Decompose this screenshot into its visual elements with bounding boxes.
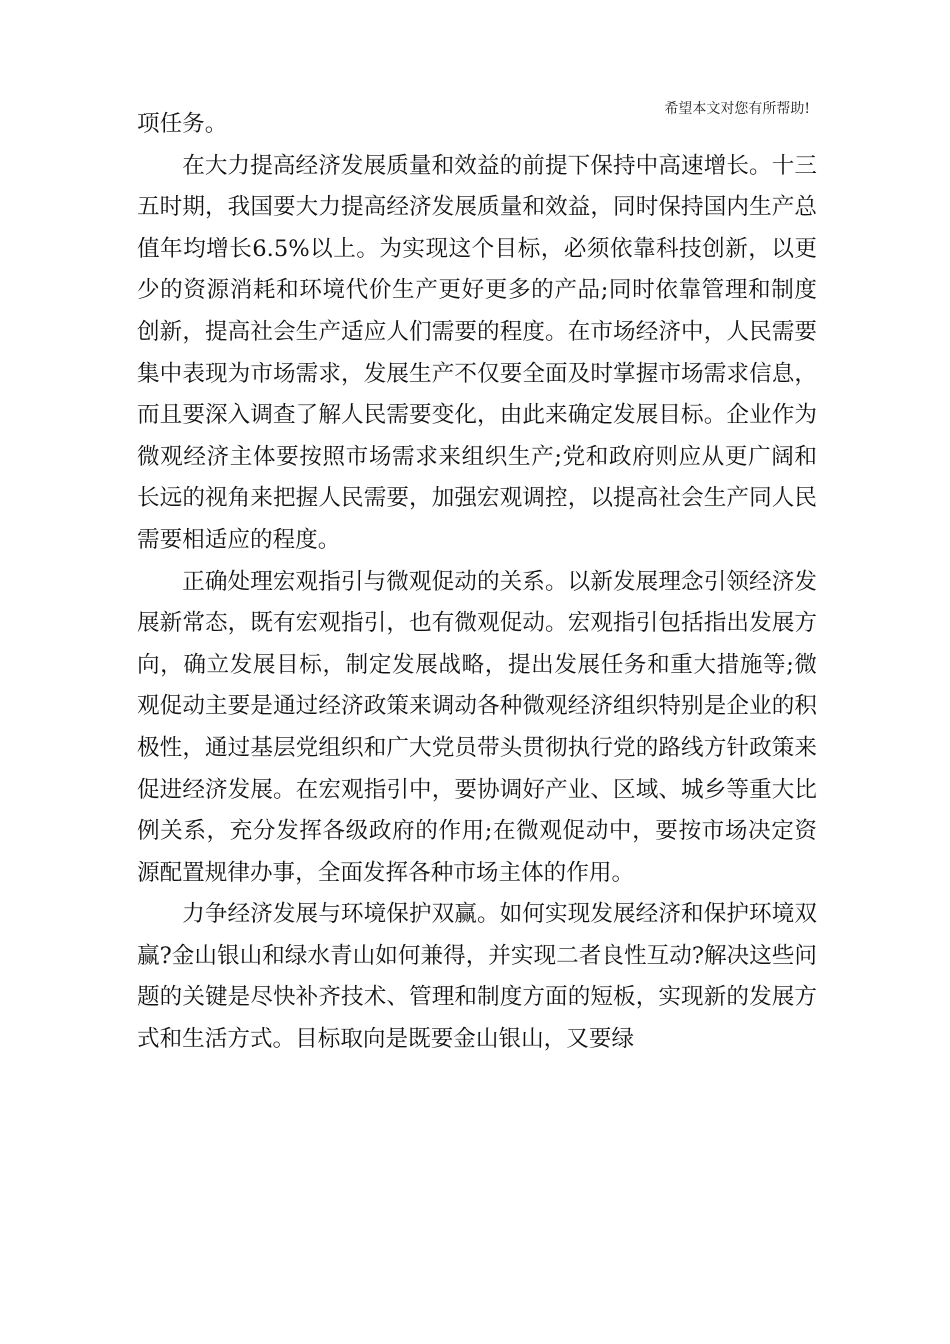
paragraph-growth: 在大力提高经济发展质量和效益的前提下保持中高速增长。十三五时期，我国要大力提高经济发展质量和效益，同时保持国内生产总值年均增长6.5%以上。为实现这个目标，必须依靠科技创新，以更少的资源消耗和环境代价生产更好更多的产品;同时依靠管理和制度创新，提高社会生产适应人们需要的程度。在市场经济中，人民需要集中表现为市场需求，发展生产不仅要全面及时掌握市场需求信息，而且要深入调查了解人民需要变化，由此来确定发展目标。企业作为微观经济主体要按照市场需求来组织生产;党和政府则应从更广阔和长远的视角来把握人民需要，加强宏观调控，以提高社会生产同人民需要相适应的程度。	[137, 152, 817, 553]
paragraph-continuation: 项任务。	[137, 111, 228, 137]
paragraph-environment: 力争经济发展与环境保护双赢。如何实现发展经济和保护环境双赢?金山银山和绿水青山如何兼得，并实现二者良性互动?解决这些问题的关键是尽快补齐技术、管理和制度方面的短板，实现新的发展方式和生活方式。目标取向是既要金山银山，又要绿	[137, 901, 817, 1053]
header-note: 希望本文对您有所帮助!	[664, 101, 810, 117]
document-body	[137, 104, 817, 1061]
paragraph-macro-micro: 正确处理宏观指引与微观促动的关系。以新发展理念引领经济发展新常态，既有宏观指引，也有微观促动。宏观指引包括指出发展方向，确立发展目标，制定发展战略，提出发展任务和重大措施等;微观促动主要是通过经济政策来调动各种微观经济组织特别是企业的积极性，通过基层党组织和广大党员带头贯彻执行党的路线方针政策来促进经济发展。在宏观指引中，要协调好产业、区域、城乡等重大比例关系，充分发挥各级政府的作用;在微观促动中，要按市场决定资源配置规律办事，全面发挥各种市场主体的作用。	[137, 568, 817, 886]
